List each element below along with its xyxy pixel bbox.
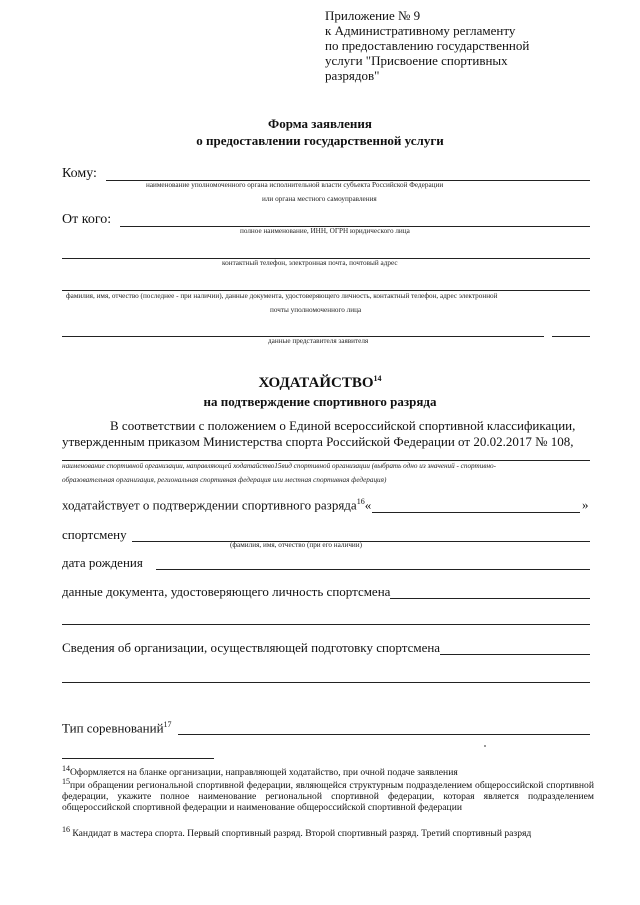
from-caption: полное наименование, ИНН, ОГРН юридического лица xyxy=(240,227,410,235)
form-subtitle: о предоставлении государственной услуги xyxy=(196,133,444,148)
representative-id-field[interactable] xyxy=(62,290,590,291)
petition-paragraph: утвержденным приказом Министерства спорта Российской Федерации от 20.02.2017 № 108, xyxy=(62,434,574,449)
footnote-15: $^{15}$при обращении региональной спортивной федерации, являющейся структурным подразделением общероссийской спортивной федерации, укажите полное наименование региональной спортивной федерации, которая является подразделением общероссийской спортивной федерации и наименование общероссийской спортивной федерации xyxy=(62,777,594,814)
petitions-text: ходатайствует о подтверждении спортивного разряда$^{16}$« xyxy=(62,497,372,513)
organization-field[interactable] xyxy=(62,460,590,461)
competition-field[interactable] xyxy=(178,734,590,735)
appendix-line: к Административному регламенту xyxy=(325,23,516,38)
from-label: От кого: xyxy=(62,212,112,227)
representative-data-caption: данные представителя заявителя xyxy=(268,337,369,345)
appendix-line: по предоставлению государственной xyxy=(325,38,530,53)
rank-field[interactable] xyxy=(372,512,580,513)
form-title: Форма заявления xyxy=(268,116,372,131)
document-label: данные документа, удостоверяющего личность спортсмена xyxy=(62,584,391,599)
to-label: Кому: xyxy=(62,166,97,181)
appendix-header xyxy=(325,8,585,83)
representative-caption: фамилия, имя, отчество (последнее - при наличии), данные документа, удостоверяющего личность, контактный телефон, адрес электронной xyxy=(66,292,498,300)
footnote-ref: 16 xyxy=(356,497,365,506)
scan-speck xyxy=(484,745,486,747)
birth-label: дата рождения xyxy=(62,555,143,570)
petition-paragraph: В соответствии с положением о Единой всероссийской спортивной классификации, xyxy=(110,418,576,433)
contacts-caption: контактный телефон, электронная почта, почтовый адрес xyxy=(222,259,398,267)
appendix-line: услуги "Присвоение спортивных xyxy=(325,53,508,68)
athlete-caption: (фамилия, имя, отчество (при его наличии) xyxy=(230,541,363,549)
representative-field-end[interactable] xyxy=(552,336,590,337)
organization-caption: наименование спортивной организации, направляющей ходатайство15вид спортивной организации (выбрать одно из значений - спортивно- xyxy=(62,462,497,470)
footnote-ref: 17 xyxy=(163,720,172,729)
athlete-label: спортсмену xyxy=(62,527,127,542)
appendix-number: Приложение № 9 xyxy=(325,8,421,23)
appendix-line: разрядов" xyxy=(325,68,380,83)
close-quote: » xyxy=(582,497,589,512)
footnote-14: $^{14}$Оформляется на бланке организации, направляющей ходатайство, при очной подаче заявления xyxy=(62,764,458,779)
footnote-ref: 14 xyxy=(373,374,382,383)
competition-label: Тип соревнований$^{17}$ xyxy=(62,720,172,736)
birth-field[interactable] xyxy=(156,569,590,570)
footnote-16: $^{16}$ Кандидат в мастера спорта. Первый спортивный разряд. Второй спортивный разряд. Третий спортивный разряд xyxy=(62,825,532,840)
document-field-2[interactable] xyxy=(62,624,590,625)
organization-caption: образовательная организация, региональная спортивная федерация или местная спортивная федерация) xyxy=(62,476,387,484)
to-caption: или органа местного самоуправления xyxy=(262,195,377,203)
org-field-2[interactable] xyxy=(62,682,590,683)
to-caption: наименование уполномоченного органа исполнительной власти субъекта Российской Федерации xyxy=(146,181,444,189)
org-field[interactable] xyxy=(440,654,590,655)
footnote-separator xyxy=(62,758,214,759)
org-label: Сведения об организации, осуществляющей подготовку спортсмена xyxy=(62,640,441,655)
petition-subtitle: на подтверждение спортивного разряда xyxy=(203,394,437,409)
representative-caption: почты уполномоченного лица xyxy=(270,306,362,314)
petition-title: ХОДАТАЙСТВО$^{14}$ xyxy=(258,374,382,391)
document-field[interactable] xyxy=(390,598,590,599)
